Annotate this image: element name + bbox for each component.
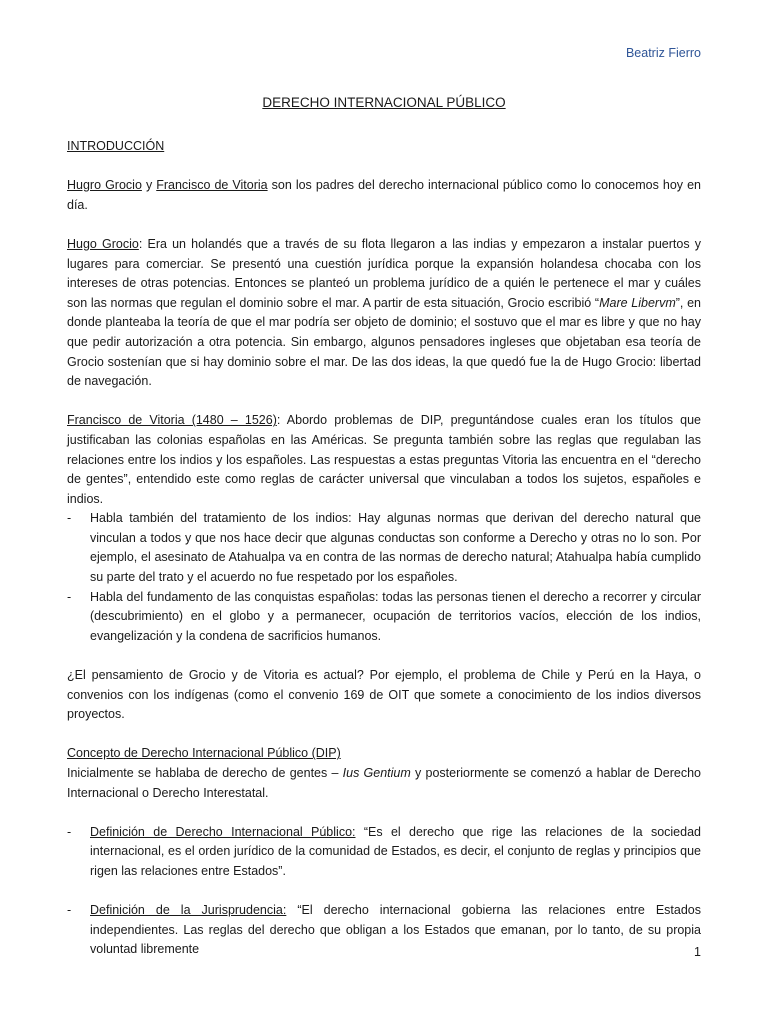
list-item-text: Habla del fundamento de las conquistas españolas: todas las personas tienen el derecho a recorrer y circular (descubrimiento) en el globo y a permanecer, ocupación de territorios vacíos, elección de los indios, evangelización y la condena de sacrificios humanos. (90, 589, 701, 643)
section-heading-concepto: Concepto de Derecho Internacional Público (DIP) (67, 746, 341, 761)
definition-label-dip: Definición de Derecho Internacional Público: (90, 824, 356, 839)
conjunction-text: y (141, 178, 157, 193)
document-body (67, 137, 701, 960)
name-francisco-de-vitoria: Francisco de Vitoria (156, 178, 268, 193)
definitions-list-continued (67, 901, 701, 960)
book-title-mare-libervm: Mare Libervm (599, 295, 676, 310)
paragraph-hugo-grocio-text-a: : Era un holandés que a través de su flota llegaron a las indias y empezaron a instalar puertos y lugares para comerciar. Se presentó una cuestión jurídica porque la expansión holandesa chocaba con los intereses de otras potencias. Entonces se planteó un problema jurídico de a quién le pertenece el mar y cuáles son las normas que regulan el dominio sobre el mar. A partir de esta situación, Grocio escribió “ (67, 236, 701, 310)
paragraph-hugo-grocio (67, 235, 701, 392)
list-item (67, 823, 701, 882)
paragraph-hugo-grocio-text-b: ”, en donde planteaba la teoría de que el mar podría ser objeto de dominio; el sostuvo que el mar es libre y que no hay que pedir autorización a otra potencia. Sin embargo, algunos pensadores ingleses que objetaban esa teoría de Grocio sostenían que si hay dominio sobre el mar. De las dos ideas, la que quedó fue la de Hugo Grocio: libertad de navegación. (67, 295, 702, 389)
paragraph-francisco-de-vitoria (67, 411, 701, 509)
header-author: Beatriz Fierro (625, 46, 701, 60)
label-francisco-de-vitoria: Francisco de Vitoria (1480 – 1526) (67, 413, 277, 428)
name-hugro-grocio: Hugro Grocio (67, 178, 142, 193)
paragraph-ius-gentium-text-a: Inicialmente se hablaba de derecho de gentes – (67, 766, 343, 780)
paragraph-ius-gentium (67, 764, 701, 803)
bullet-dash: - (67, 589, 72, 604)
latin-term-ius-gentium: Ius Gentium (342, 766, 411, 780)
definition-text-dip: “Es el derecho que rige las relaciones de la sociedad internacional, es el orden jurídico de la comunidad de Estados, es decir, el conjunto de reglas y principios que rigen las relaciones entre Estados”. (90, 824, 701, 878)
paragraph-founders (67, 176, 701, 215)
paragraph-question: ¿El pensamiento de Grocio y de Vitoria es actual? Por ejemplo, el problema de Chile y Perú en la Haya, o convenios con los indígenas (como el convenio 169 de OIT que somete a conocimiento de los indios diversos proyectos. (67, 668, 701, 722)
list-item (67, 901, 701, 960)
list-item-text: Habla también del tratamiento de los indios: Hay algunas normas que derivan del derecho natural que vinculan a todos y que nos hace decir que algunas conductas son conforme a Derecho y otras no lo son. Por ejemplo, el asesinato de Atahualpa va en contra de las normas de derecho natural; Atahualpa había cumplido su parte del trato y el acuerdo no fue respetado por los españoles. (90, 511, 701, 585)
list-item (67, 588, 701, 647)
definition-label-jurisprudencia: Definición de la Jurisprudencia: (90, 903, 287, 918)
definitions-list (67, 823, 701, 882)
page-number: 1 (694, 945, 701, 959)
paragraph-ius-gentium-text-b: y posteriormente se comenzó a hablar de Derecho Internacional o Derecho Interestatal. (67, 766, 702, 800)
bullet-dash: - (67, 511, 72, 526)
definition-text-jurisprudencia: “El derecho internacional gobierna las relaciones entre Estados independientes. Las reglas del derecho que obligan a los Estados que emanan, por lo tanto, de su propia voluntad libremente (90, 903, 701, 957)
document-title: DERECHO INTERNACIONAL PÚBLICO (262, 95, 506, 110)
bullet-dash: - (67, 903, 72, 918)
bullet-dash: - (67, 824, 72, 839)
paragraph-vitoria-text: : Abordo problemas de DIP, preguntándose cuales eran los títulos que justificaban las colonias españolas en las Américas. Se pregunta también sobre las reglas que regulaban las relaciones entre los indios y los españoles. Las respuestas a estas preguntas Vitoria las encuentra en el “derecho de gentes”, entendido este como reglas de carácter universal que vinculaban a todos los sujetos, españoles e indios. (67, 413, 701, 506)
vitoria-bullet-list (67, 509, 701, 646)
label-hugo-grocio: Hugo Grocio (67, 236, 139, 251)
paragraph-founders-text: son los padres del derecho internacional público como lo conocemos hoy en día. (67, 178, 701, 212)
section-heading-introduccion: INTRODUCCIÓN (67, 139, 165, 153)
list-item (67, 509, 701, 587)
